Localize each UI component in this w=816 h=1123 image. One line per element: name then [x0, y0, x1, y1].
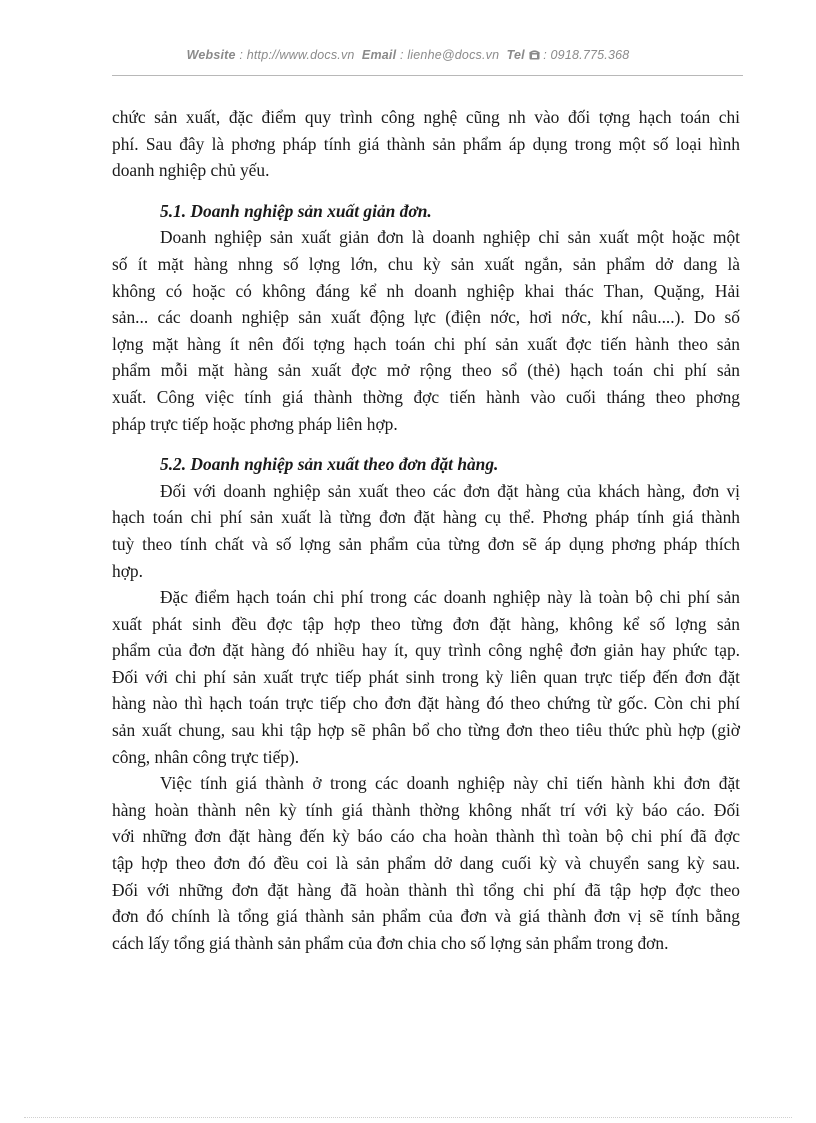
text-line: xuất phát sinh đều đợc tập hợp theo từng đơn đặt hàng, không kể số lợng sản [112, 613, 740, 634]
text-line: phẩm của đơn đặt hàng đó nhiều hay ít, quy trình công nghệ đơn giản hay phức tạp. [112, 640, 740, 661]
text-line: công, nhân công trực tiếp). [112, 746, 300, 767]
text-line: cách lấy tổng giá thành sản phẩm của đơn chia cho số lợng sản phẩm trong đơn. [112, 932, 669, 953]
website-value: : http://www.docs.vn [239, 48, 355, 62]
text-line: tuỳ theo tính chất và số lợng sản phẩm của từng đơn sẽ áp dụng phơng pháp thích [112, 533, 740, 554]
text-line: xuất. Công việc tính giá thành thờng đợc tiến hành vào cuối tháng theo phơng [112, 386, 740, 407]
tel-value: : 0918.775.368 [543, 48, 630, 62]
section-5-2-paragraph-1 [112, 478, 740, 584]
text-line: doanh nghiệp chủ yếu. [112, 160, 270, 181]
text-line: chức sản xuất, đặc điểm quy trình công nghệ cũng nh vào đối tợng hạch toán chi [112, 107, 740, 127]
text-line: Đối với chi phí sản xuất trực tiếp phát sinh trong kỳ liên quan trực tiếp đến đơn đặt [112, 666, 740, 687]
text-line: phẩm mỗi mặt hàng sản xuất đợc mở rộng theo sổ (thẻ) hạch toán chi phí sản [112, 360, 740, 381]
section-heading-5-1: 5.1. Doanh nghiệp sản xuất giản đơn. [160, 200, 432, 221]
email-value: : lienhe@docs.vn [399, 48, 500, 62]
header-divider [112, 75, 743, 76]
text-line: pháp trực tiếp hoặc phơng pháp liên hợp. [112, 413, 398, 434]
section-heading-5-2: 5.2. Doanh nghiệp sản xuất theo đơn đặt hàng. [160, 454, 499, 475]
text-line: đơn đó chính là tổng giá thành sản phẩm của đơn và giá thành đơn vị sẽ tính bằng [112, 906, 740, 927]
tel-label: Tel [506, 48, 525, 62]
email-label: Email [361, 48, 397, 62]
text-line: Đối với những đơn đặt hàng đã hoàn thành thì tổng chi phí đã tập hợp đợc theo [112, 879, 740, 900]
page-bottom-border [24, 1117, 792, 1118]
text-line: số ít mặt hàng nhng số lợng lớn, chu kỳ sản xuất ngắn, sản phẩm dở dang là [112, 253, 740, 274]
intro-paragraph [112, 104, 740, 184]
text-line: Việc tính giá thành ở trong các doanh nghiệp này chỉ tiến hành khi đơn đặt [160, 773, 740, 794]
text-line: Doanh nghiệp sản xuất giản đơn là doanh nghiệp chỉ sản xuất một hoặc một [160, 227, 740, 248]
section-5-2-paragraph-3 [112, 770, 740, 956]
text-line: phí. Sau đây là phơng pháp tính giá thành sản phẩm áp dụng trong một số loại hình [112, 133, 740, 154]
text-line: sản xuất chung, sau khi tập hợp sẽ phân bổ cho từng đơn theo tiêu thức phù hợp (giờ [112, 720, 740, 741]
text-line: hạch toán chi phí sản xuất là từng đơn đặt hàng cụ thể. Phơng pháp tính giá thành [112, 507, 740, 528]
phone-icon [529, 49, 540, 63]
text-line: tập hợp theo đơn đó đều coi là sản phẩm dở dang cuối kỳ và chuyển sang kỳ sau. [112, 853, 740, 874]
page-header [0, 48, 816, 63]
text-line: hàng nào thì hạch toán trực tiếp cho đơn đặt hàng đó theo chứng từ gốc. Còn chi phí [112, 693, 740, 714]
text-line: Đối với doanh nghiệp sản xuất theo các đơn đặt hàng của khách hàng, đơn vị [160, 480, 740, 501]
text-line: với những đơn đặt hàng đến kỳ báo cáo cha hoàn thành thì toàn bộ chi phí đã đợc [112, 826, 740, 847]
text-line: hợp. [112, 560, 143, 581]
section-5-2-paragraph-2 [112, 584, 740, 770]
text-line: hàng hoàn thành nên kỳ tính giá thành thờng không nhất trí với kỳ báo cáo. Đối [112, 799, 740, 820]
text-line: không có hoặc có không đáng kể nh doanh nghiệp khai thác Than, Quặng, Hải [112, 280, 740, 301]
text-line: sản... các doanh nghiệp sản xuất động lực (điện nớc, hơi nớc, khí nâu....). Do số [112, 307, 740, 328]
website-label: Website [186, 48, 236, 62]
section-5-1-paragraph [112, 224, 740, 437]
text-line: lợng mặt hàng ít nên đối tợng hạch toán chi phí sản xuất đợc tiến hành theo sản [112, 333, 740, 354]
text-line: Đặc điểm hạch toán chi phí trong các doanh nghiệp này là toàn bộ chi phí sản [160, 587, 740, 608]
document-body [112, 104, 740, 956]
